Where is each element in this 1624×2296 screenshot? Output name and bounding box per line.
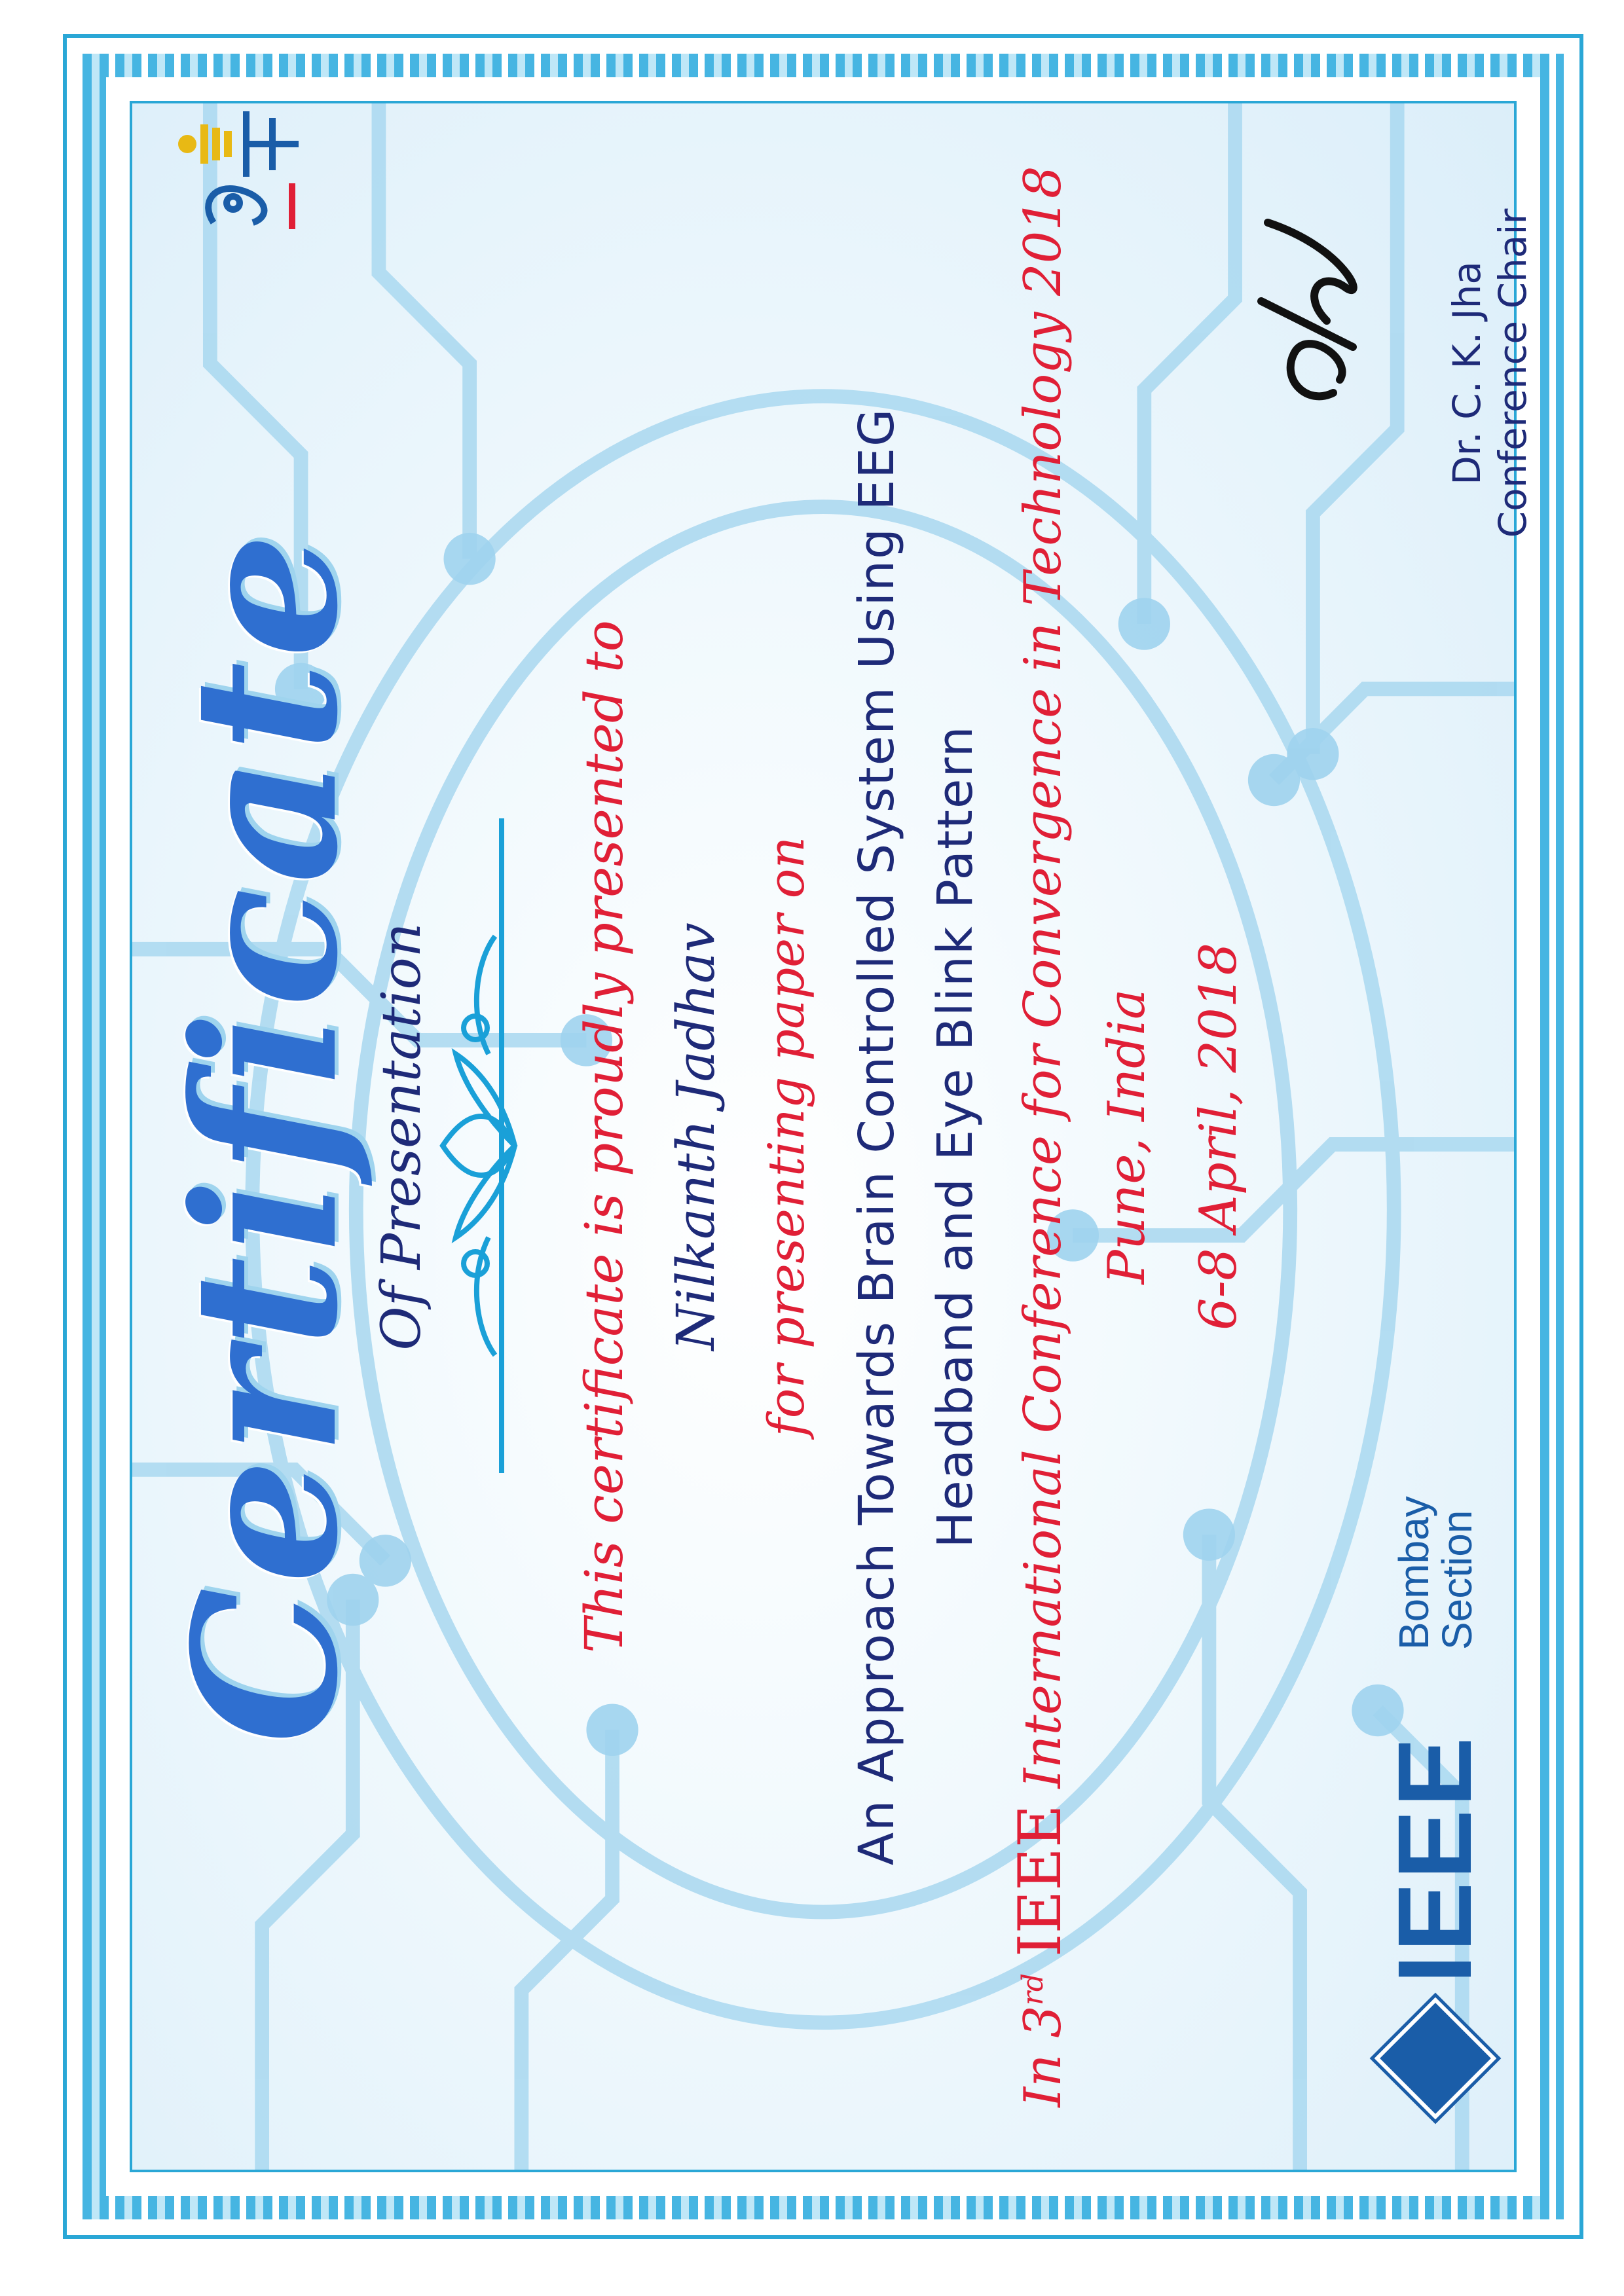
- conference-location: Pune, India: [1098, 989, 1156, 1285]
- conference-ieee: IEEE: [1006, 1804, 1075, 1958]
- paper-title-line-2: Headband and Eye Blink Pattern: [927, 725, 984, 1548]
- certificate-content: [63, 34, 1583, 2239]
- section-line-1: Bombay: [1390, 1496, 1437, 1650]
- signatory-title: Conference Chair: [1490, 208, 1535, 538]
- paper-title-line-1: An Approach Towards Brain Controlled System Using EEG: [849, 407, 905, 1866]
- certificate-title: Certificate: [150, 529, 381, 1744]
- ieee-diamond-icon: [1375, 1997, 1497, 2120]
- for-paper-line: for presenting paper on: [757, 836, 815, 1437]
- ieee-bombay-logo: [1376, 1290, 1504, 2108]
- conference-ordinal: rd: [1016, 1973, 1050, 2006]
- signatory-name: Dr. C. K. Jha: [1445, 261, 1489, 485]
- recipient-name: Nilkanth Jadhav: [665, 922, 726, 1351]
- conference-prefix: In 3: [1014, 2005, 1073, 2107]
- conference-name: International Conference for Convergence in Technology 2018: [1014, 166, 1073, 1789]
- presented-line: This certificate is proudly presented to: [574, 620, 635, 1653]
- conference-dates: 6-8 April, 2018: [1189, 943, 1248, 1330]
- conference-logo-icon: [174, 98, 305, 242]
- certificate-subtitle: Of Presentation: [371, 922, 433, 1351]
- conference-line: [1006, 34, 1075, 2239]
- section-line-2: Section: [1433, 1510, 1481, 1650]
- lotus-ornament-icon: [430, 818, 521, 1473]
- ieee-wordmark: IEEE: [1376, 1734, 1493, 1984]
- handwritten-signature: [1242, 210, 1373, 419]
- section-label: [1392, 1496, 1479, 1650]
